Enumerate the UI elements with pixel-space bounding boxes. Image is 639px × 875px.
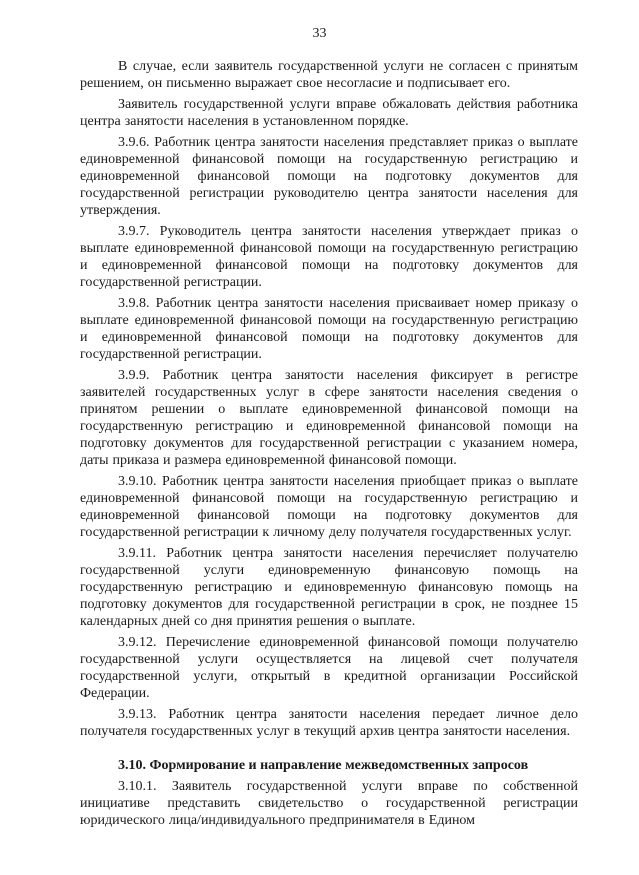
paragraph-3-9-6: 3.9.6. Работник центра занятости населения представляет приказ о выплате единовременной финансовой помощи на государственную регистрацию и единовременной финансовой помощи на подготовку документов для государственной регистрации руководителю центра занятости населения для утверждения.: [80, 135, 578, 218]
section-heading-3-10: 3.10. Формирование и направление межведомственных запросов: [118, 758, 529, 773]
paragraph-disagreement: В случае, если заявитель государственной услуги не согласен с принятым решением, он письменно выражает свое несогласие и подписывает его.: [80, 59, 578, 91]
paragraph-3-9-7: 3.9.7. Руководитель центра занятости населения утверждает приказ о выплате единовременной финансовой помощи на государственную регистрацию и единовременной финансовой помощи на подготовку документов для государственной регистрации.: [80, 224, 578, 290]
paragraph-3-9-9: 3.9.9. Работник центра занятости населения фиксирует в регистре заявителей государственных услуг в сфере занятости населения сведения о принятом решении о выплате единовременной финансовой помощи на государственную регистрацию и единовременной финансовой помощи на подготовку документов для государственной регистрации с указанием номера, даты приказа и размера единовременной финансовой помощи.: [80, 368, 578, 468]
paragraph-appeal: Заявитель государственной услуги вправе обжаловать действия работника центра занятости населения в установленном порядке.: [80, 97, 578, 129]
document-body: [80, 58, 578, 829]
paragraph-3-10-1: 3.10.1. Заявитель государственной услуги вправе по собственной инициативе представить свидетельство о государственной регистрации юридического лица/индивидуального предпринимателя в Едином: [80, 779, 578, 828]
page-number: 33: [312, 26, 327, 41]
paragraph-3-9-13: 3.9.13. Работник центра занятости населения передает личное дело получателя государственных услуг в текущий архив центра занятости населения.: [80, 707, 578, 739]
paragraph-3-9-8: 3.9.8. Работник центра занятости населения присваивает номер приказу о выплате единовременной финансовой помощи на государственную регистрацию и единовременной финансовой помощи на подготовку документов для государственной регистрации.: [80, 296, 578, 362]
paragraph-3-9-10: 3.9.10. Работник центра занятости населения приобщает приказ о выплате единовременной финансовой помощи на государственную регистрацию и единовременной финансовой помощи на подготовку документов для государственной регистрации к личному делу получателя государственных услуг.: [80, 474, 578, 540]
paragraph-3-9-12: 3.9.12. Перечисление единовременной финансовой помощи получателю государственной услуги осуществляется на лицевой счет получателя государственной услуги, открытый в кредитной организации Российской Федерации.: [80, 635, 578, 701]
paragraph-3-9-11: 3.9.11. Работник центра занятости населения перечисляет получателю государственной услуги единовременную финансовую помощь на государственную регистрацию и единовременную финансовую помощь на подготовку документов для государственной регистрации в срок, не позднее 15 календарных дней со дня принятия решения о выплате.: [80, 546, 578, 629]
